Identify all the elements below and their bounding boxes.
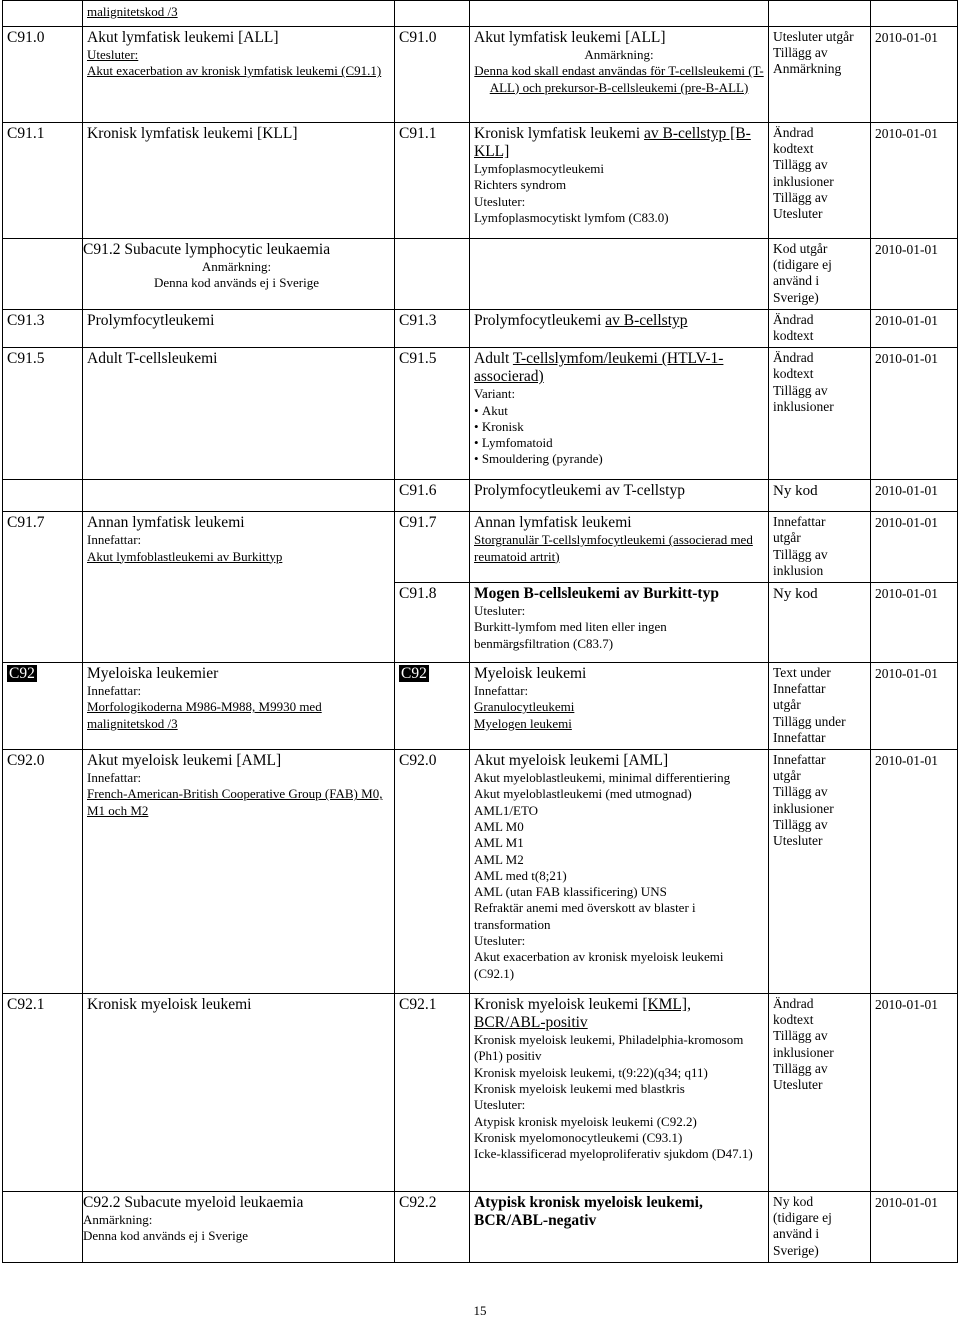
new-title: Akut myeloisk leukemi [AML] bbox=[474, 752, 669, 770]
new-title: Prolymfocytleukemi av T-cellstyp bbox=[474, 482, 685, 500]
new-code: C92.2 bbox=[395, 1192, 470, 1263]
status-cell bbox=[769, 994, 871, 1192]
new-desc-cell bbox=[470, 1, 769, 27]
status-cell bbox=[769, 480, 871, 512]
old-desc-cell bbox=[83, 750, 395, 994]
old-code: C92.1 bbox=[3, 994, 83, 1192]
new-note: Denna kod skall endast användas för T-cellsleukemi (T-ALL) och prekursor-B-cellsleukemi (pre-B-ALL) bbox=[474, 63, 764, 95]
old-note: Denna kod används ej i Sverige bbox=[83, 1228, 248, 1244]
status-line: Innefattar bbox=[773, 729, 826, 745]
new-label: Anmärkning: bbox=[584, 47, 654, 62]
status-line: Ändrad bbox=[773, 125, 814, 140]
old-desc-cell bbox=[83, 239, 395, 310]
status-line: Ny kod bbox=[773, 1194, 814, 1210]
new-label: Utesluter: bbox=[474, 193, 526, 209]
status-line: Tillägg av bbox=[773, 1028, 828, 1044]
status-line: Ändrad bbox=[773, 350, 814, 366]
old-label: Innefattar: bbox=[87, 532, 142, 548]
status-line: Sverige) bbox=[773, 289, 819, 305]
new-title-added: T-cellslymfom/leukemi (HTLV-1-associerad) bbox=[474, 350, 724, 386]
date: 2010-01-01 bbox=[871, 309, 958, 347]
new-title-added: [KML], BCR/ABL-positiv bbox=[474, 996, 691, 1032]
status-line: Utesluter bbox=[773, 1077, 823, 1093]
table-row bbox=[3, 27, 958, 123]
status-line: inklusion bbox=[773, 562, 824, 578]
date: 2010-01-01 bbox=[871, 348, 958, 480]
status-line: (tidigare ej bbox=[773, 257, 832, 273]
old-code: C91.1 bbox=[3, 123, 83, 239]
new-title: Mogen B-cellsleukemi av Burkitt-typ bbox=[474, 585, 719, 603]
status-line: utgår bbox=[773, 530, 801, 546]
new-line: AML M1 bbox=[474, 835, 524, 851]
date: 2010-01-01 bbox=[871, 27, 958, 123]
status-line: Innefattar bbox=[773, 681, 826, 697]
new-title: Kronisk lymfatisk leukemi bbox=[474, 125, 645, 142]
old-desc-cell bbox=[83, 480, 395, 512]
status-line: Tillägg av bbox=[773, 784, 828, 800]
new-line: Myelogen leukemi bbox=[474, 715, 572, 731]
table-row bbox=[3, 994, 958, 1192]
new-line: Akut myeloblastleukemi (med utmognad) bbox=[474, 786, 692, 802]
new-title-added: [B-KLL] bbox=[474, 125, 751, 160]
status-line: Tillägg av bbox=[773, 189, 828, 205]
old-code: C91.7 bbox=[3, 512, 83, 583]
date: 2010-01-01 bbox=[871, 663, 958, 750]
table-row bbox=[3, 750, 958, 994]
old-note: Morfologikoderna M986-M988, M9930 med malignitetskod /3 bbox=[87, 699, 322, 731]
old-desc-cell bbox=[83, 1, 395, 27]
new-desc-cell bbox=[470, 663, 769, 750]
new-line: Atypisk kronisk myeloisk leukemi (C92.2) bbox=[474, 1113, 697, 1129]
new-note: Lymfoplasmocytiskt lymfom (C83.0) bbox=[474, 209, 669, 225]
old-code-cell bbox=[3, 480, 83, 512]
new-label: Innefattar: bbox=[474, 683, 529, 699]
status-line: utgår bbox=[773, 768, 801, 784]
list-item: • Lymfomatoid bbox=[474, 435, 764, 451]
table-row bbox=[3, 480, 958, 512]
old-title: Subacute myeloid leukaemia bbox=[124, 1194, 304, 1212]
new-title-added: av B-cellstyp bbox=[605, 311, 688, 329]
table-row bbox=[3, 1192, 958, 1263]
new-desc-cell bbox=[470, 512, 769, 583]
new-label: Utesluter: bbox=[474, 1097, 526, 1113]
old-code: C91.2 bbox=[83, 241, 121, 258]
page-number: 15 bbox=[473, 1303, 487, 1318]
status-line: kodtext bbox=[773, 366, 814, 382]
new-line: Icke-klassificerad myeloproliferativ sjukdom (D47.1) bbox=[474, 1146, 753, 1162]
new-desc-cell bbox=[470, 1192, 769, 1263]
old-desc-cell bbox=[83, 123, 395, 239]
status-cell bbox=[769, 123, 871, 239]
new-code-cell bbox=[395, 239, 470, 310]
list-item: • Smouldering (pyrande) bbox=[474, 451, 764, 467]
date: 2010-01-01 bbox=[871, 512, 958, 583]
old-desc-cell bbox=[83, 583, 395, 663]
old-code-cell bbox=[3, 583, 83, 663]
new-line: AML (utan FAB klassificering) UNS bbox=[474, 884, 667, 900]
new-desc-cell bbox=[470, 994, 769, 1192]
new-line: Richters syndrom bbox=[474, 177, 567, 193]
new-code: C91.5 bbox=[395, 348, 470, 480]
status-line: Utesluter bbox=[773, 833, 823, 849]
new-line: AML1/ETO bbox=[474, 802, 539, 818]
variant-list bbox=[474, 403, 764, 468]
status-cell bbox=[769, 27, 871, 123]
new-title: Atypisk kronisk myeloisk leukemi, BCR/ABL-negativ bbox=[474, 1194, 703, 1230]
new-line: Kronisk myelomonocytleukemi (C93.1) bbox=[474, 1129, 683, 1145]
new-code: C91.0 bbox=[395, 27, 470, 123]
status-line: använd i bbox=[773, 1226, 820, 1242]
status-line: inklusioner bbox=[773, 173, 834, 189]
old-note: Akut lymfoblastleukemi av Burkittyp bbox=[87, 548, 283, 564]
status-line: (tidigare ej bbox=[773, 1210, 832, 1226]
date: 2010-01-01 bbox=[871, 123, 958, 239]
old-label: Anmärkning: bbox=[201, 259, 272, 274]
new-code-cell bbox=[395, 1, 470, 27]
old-desc-cell bbox=[83, 309, 395, 347]
status-line: Ny kod bbox=[773, 586, 818, 603]
old-title: Annan lymfatisk leukemi bbox=[87, 514, 245, 532]
new-line: AML med t(8;21) bbox=[474, 867, 567, 883]
old-code: C92.0 bbox=[3, 750, 83, 994]
old-desc-cell bbox=[83, 1192, 395, 1263]
list-item: • Akut bbox=[474, 403, 764, 419]
status-line: Ändrad bbox=[773, 996, 814, 1012]
status-line: Utesluter bbox=[773, 206, 823, 222]
table-row bbox=[3, 348, 958, 480]
new-line: Refraktär anemi med överskott av blaster i transformation bbox=[474, 900, 696, 932]
new-line: AML M0 bbox=[474, 818, 524, 834]
status-line: använd i bbox=[773, 273, 820, 289]
new-label: Utesluter: bbox=[474, 603, 526, 619]
status-cell bbox=[769, 583, 871, 663]
new-line: Kronisk myeloisk leukemi med blastkris bbox=[474, 1080, 685, 1096]
new-title: Prolymfocytleukemi bbox=[474, 311, 606, 329]
status-cell bbox=[769, 750, 871, 994]
new-desc-cell bbox=[470, 750, 769, 994]
date: 2010-01-01 bbox=[871, 994, 958, 1192]
old-desc-cell bbox=[83, 27, 395, 123]
date: 2010-01-01 bbox=[871, 583, 958, 663]
old-title: Subacute lymphocytic leukaemia bbox=[124, 241, 331, 258]
status-line: kodtext bbox=[773, 141, 814, 157]
status-line: Kod utgår bbox=[773, 241, 828, 256]
old-note: French-American-British Cooperative Group (FAB) M0, M1 och M2 bbox=[87, 786, 383, 818]
table-row bbox=[3, 309, 958, 347]
new-note: Storgranulär T-cellslymfocytleukemi (associerad med reumatoid artrit) bbox=[474, 532, 753, 564]
status-cell bbox=[769, 1192, 871, 1263]
old-label: Utesluter: bbox=[87, 47, 139, 62]
status-line: Tillägg av bbox=[773, 816, 828, 832]
old-code: C91.3 bbox=[3, 309, 83, 347]
old-note: Akut exacerbation av kronisk lymfatisk leukemi (C91.1) bbox=[87, 63, 382, 79]
old-desc-cell bbox=[83, 994, 395, 1192]
old-desc-cell bbox=[83, 663, 395, 750]
new-note: Burkitt-lymfom med liten eller ingen benmärgsfiltration (C83.7) bbox=[474, 619, 667, 651]
new-line: AML M2 bbox=[474, 851, 524, 867]
status-cell bbox=[769, 348, 871, 480]
status-line: Utesluter utgår bbox=[773, 29, 854, 44]
new-code: C91.7 bbox=[395, 512, 470, 583]
new-line: Kronisk myeloisk leukemi, t(9:22)(q34; q11) bbox=[474, 1064, 708, 1080]
old-note: Denna kod används ej i Sverige bbox=[154, 275, 319, 291]
status-line: Tillägg av bbox=[773, 45, 828, 61]
status-line: kodtext bbox=[773, 328, 814, 344]
table-row bbox=[3, 123, 958, 239]
status-line: Tillägg av bbox=[773, 546, 828, 562]
new-desc-cell bbox=[470, 480, 769, 512]
old-desc-cell bbox=[83, 512, 395, 583]
table-row bbox=[3, 512, 958, 583]
new-code: C92 bbox=[401, 665, 427, 683]
new-line: Akut myeloblastleukemi, minimal differentiering bbox=[474, 770, 731, 786]
date-cell bbox=[871, 1, 958, 27]
status-line: inklusioner bbox=[773, 398, 834, 414]
new-line: Kronisk myeloisk leukemi, Philadelphia-kromosom (Ph1) positiv bbox=[474, 1032, 744, 1064]
old-title: Akut myeloisk leukemi [AML] bbox=[87, 752, 282, 770]
status-line: Ändrad bbox=[773, 311, 814, 327]
old-code: C91.0 bbox=[3, 27, 83, 123]
new-title: Myeloisk leukemi bbox=[474, 665, 587, 683]
old-label: Innefattar: bbox=[87, 683, 142, 699]
new-desc-cell bbox=[470, 309, 769, 347]
new-title-added: av B-cellstyp bbox=[644, 125, 727, 142]
new-code: C91.8 bbox=[395, 583, 470, 663]
old-title: Prolymfocytleukemi bbox=[87, 311, 215, 329]
new-title: Annan lymfatisk leukemi bbox=[474, 514, 632, 532]
old-label: Innefattar: bbox=[87, 770, 142, 786]
old-title: Kronisk lymfatisk leukemi [KLL] bbox=[87, 125, 298, 142]
status-line: Tillägg av bbox=[773, 1060, 828, 1076]
new-code: C92.0 bbox=[395, 750, 470, 994]
old-code-cell bbox=[3, 239, 83, 310]
date: 2010-01-01 bbox=[871, 750, 958, 994]
new-code: C92.1 bbox=[395, 994, 470, 1192]
new-label: Variant: bbox=[474, 386, 516, 402]
new-title: Akut lymfatisk leukemi [ALL] bbox=[474, 29, 666, 46]
code-change-table bbox=[2, 0, 958, 1263]
status-line: Anmärkning bbox=[773, 61, 842, 77]
old-title: Adult T-cellsleukemi bbox=[87, 350, 218, 368]
old-code: C92.2 bbox=[83, 1194, 121, 1212]
new-desc-cell bbox=[470, 123, 769, 239]
date: 2010-01-01 bbox=[871, 239, 958, 310]
status-line: Sverige) bbox=[773, 1242, 819, 1258]
table-row bbox=[3, 1, 958, 27]
old-code-cell bbox=[3, 663, 83, 750]
table-row bbox=[3, 583, 958, 663]
new-line: Granulocytleukemi bbox=[474, 699, 575, 715]
status-cell bbox=[769, 1, 871, 27]
status-line: inklusioner bbox=[773, 1044, 834, 1060]
new-line: Lymfoplasmocytleukemi bbox=[474, 161, 604, 176]
date: 2010-01-01 bbox=[871, 480, 958, 512]
status-line: Innefattar bbox=[773, 514, 826, 530]
status-cell bbox=[769, 309, 871, 347]
new-desc-cell bbox=[470, 239, 769, 310]
old-title: Myeloiska leukemier bbox=[87, 665, 219, 683]
old-code: C91.5 bbox=[3, 348, 83, 480]
old-title: Kronisk myeloisk leukemi bbox=[87, 996, 252, 1014]
new-desc-cell bbox=[470, 348, 769, 480]
new-note: Akut exacerbation av kronisk myeloisk leukemi (C92.1) bbox=[474, 949, 724, 981]
status-line: Text under bbox=[773, 665, 831, 681]
status-line: Tillägg under bbox=[773, 713, 846, 729]
new-code: C91.6 bbox=[395, 480, 470, 512]
status-cell bbox=[769, 239, 871, 310]
new-code: C91.1 bbox=[395, 123, 470, 239]
status-cell bbox=[769, 512, 871, 583]
new-title: Adult bbox=[474, 350, 513, 368]
old-code: C92 bbox=[9, 665, 35, 683]
new-desc-cell bbox=[470, 27, 769, 123]
status-cell bbox=[769, 663, 871, 750]
old-desc-cell bbox=[83, 348, 395, 480]
new-title: Kronisk myeloisk leukemi bbox=[474, 996, 643, 1014]
old-code-cell bbox=[3, 1, 83, 27]
new-desc-cell bbox=[470, 583, 769, 663]
list-item: • Kronisk bbox=[474, 419, 764, 435]
old-title: Akut lymfatisk leukemi [ALL] bbox=[87, 29, 279, 46]
status-line: Ny kod bbox=[773, 483, 818, 500]
table-row bbox=[3, 239, 958, 310]
new-code-cell bbox=[395, 663, 470, 750]
status-line: inklusioner bbox=[773, 800, 834, 816]
status-line: Innefattar bbox=[773, 752, 826, 768]
new-code: C91.3 bbox=[395, 309, 470, 347]
continuation-note: malignitetskod /3 bbox=[87, 4, 178, 19]
table-row bbox=[3, 663, 958, 750]
status-line: Tillägg av bbox=[773, 157, 828, 173]
status-line: kodtext bbox=[773, 1012, 814, 1028]
old-label: Anmärkning: bbox=[83, 1212, 153, 1228]
date: 2010-01-01 bbox=[871, 1192, 958, 1263]
old-code-cell bbox=[3, 1192, 83, 1263]
new-label: Utesluter: bbox=[474, 933, 526, 949]
status-line: utgår bbox=[773, 697, 801, 713]
status-line: Tillägg av bbox=[773, 382, 828, 398]
